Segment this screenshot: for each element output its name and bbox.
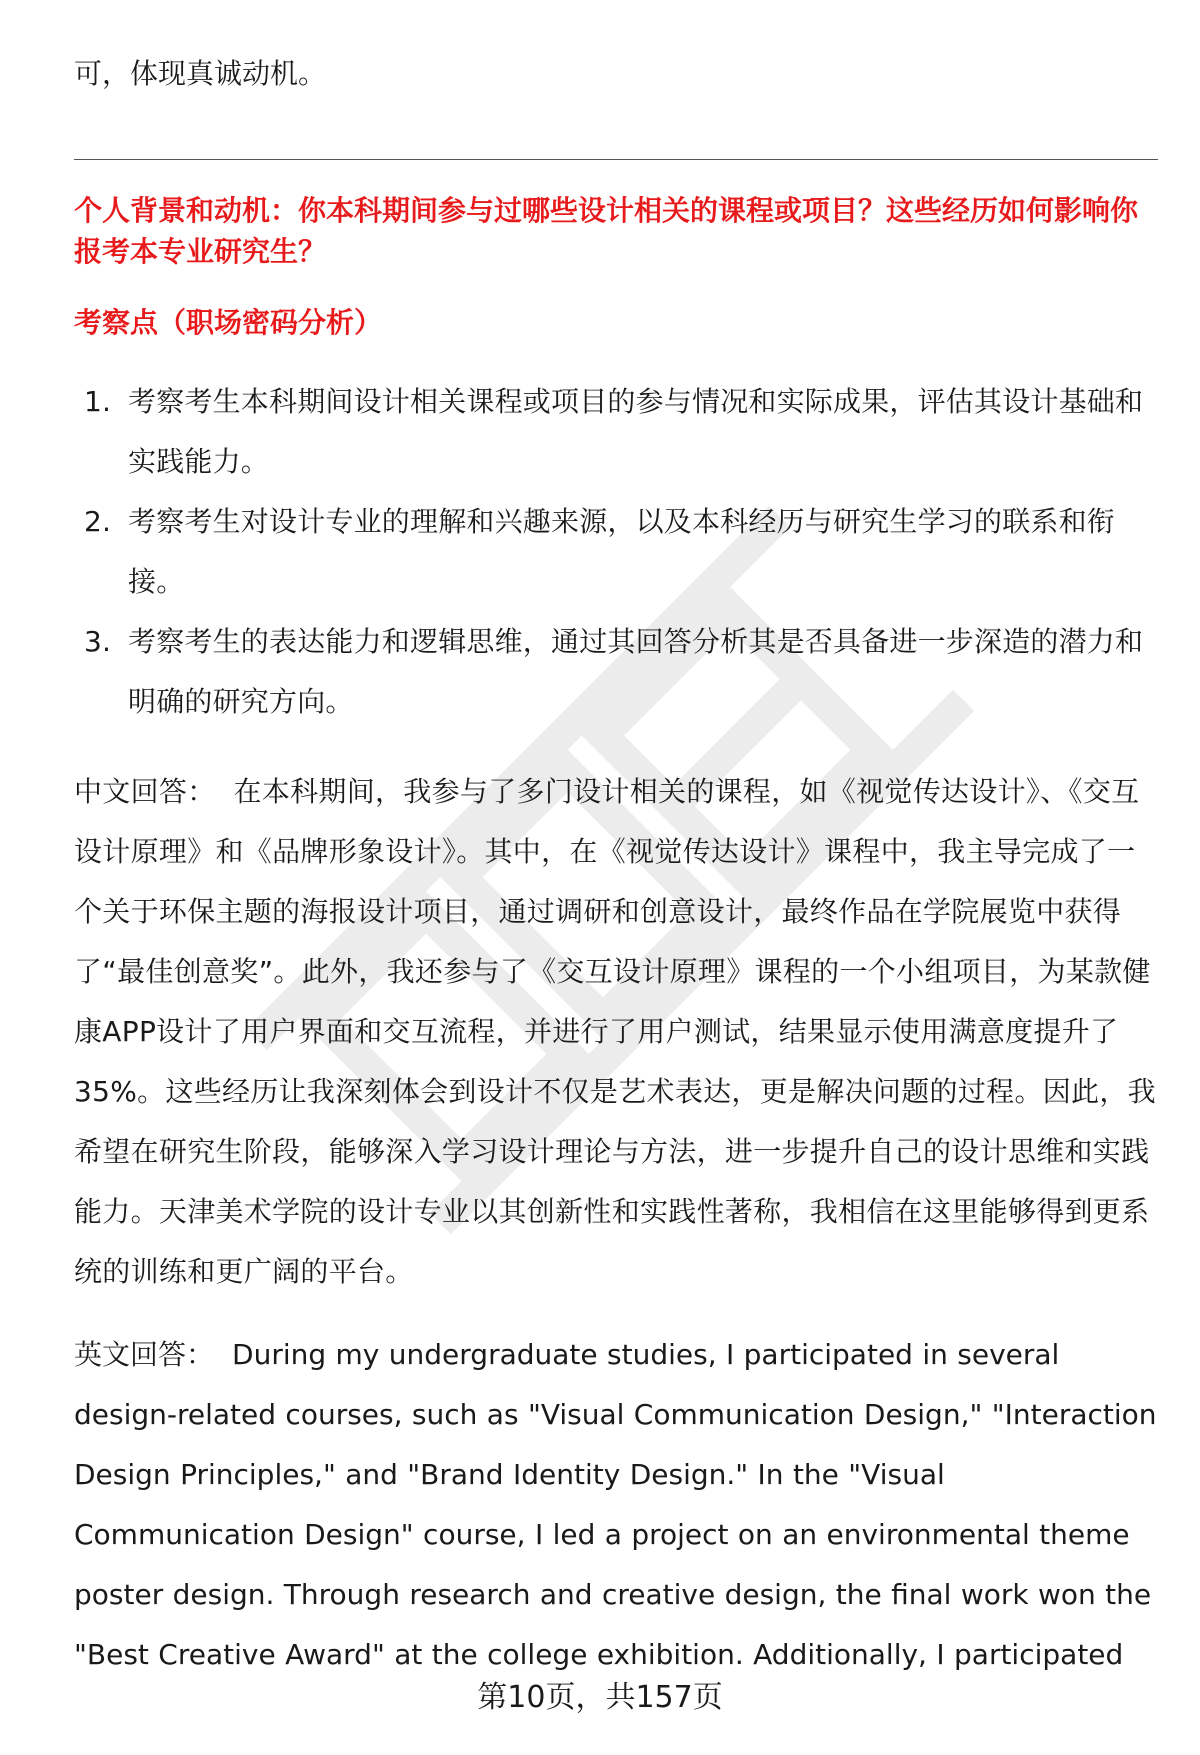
analysis-point-number: 3. [84, 625, 112, 658]
chinese-answer-label: 中文回答： [74, 775, 216, 808]
analysis-point-number: 1. [84, 385, 112, 418]
analysis-point [74, 372, 1158, 492]
section-divider [74, 159, 1158, 160]
english-answer-text: During my undergraduate studies, I participated in several design-related courses, such as "Visual Communication Design," "Interaction Design Principles," and "Brand Identity Design." In the "Visual Communication Design" course, I led a project on an environmental theme poster design. Through research and creative design, the final work won the "Best Creative Award" at the college exhibition. Additionally, I participated [74, 1338, 1157, 1671]
analysis-heading: 考察点（职场密码分析） [74, 306, 383, 339]
chinese-answer [74, 762, 1158, 1302]
analysis-point-number: 2. [84, 505, 112, 538]
analysis-point-text: 考察考生本科期间设计相关课程或项目的参与情况和实际成果，评估其设计基础和实践能力。 [128, 385, 1144, 478]
analysis-point [74, 612, 1158, 732]
analysis-point-text: 考察考生的表达能力和逻辑思维，通过其回答分析其是否具备进一步深造的潜力和明确的研究方向。 [128, 625, 1144, 718]
english-answer [74, 1325, 1158, 1685]
analysis-point [74, 492, 1158, 612]
page-indicator: 第10页，共157页 [477, 1680, 723, 1715]
analysis-point-text: 考察考生对设计专业的理解和兴趣来源，以及本科经历与研究生学习的联系和衔接。 [128, 505, 1116, 598]
continuation-text: 可，体现真诚动机。 [74, 57, 327, 90]
question-heading: 个人背景和动机：你本科期间参与过哪些设计相关的课程或项目？这些经历如何影响你报考本专业研究生？ [74, 194, 1139, 268]
chinese-answer-text: 在本科期间，我参与了多门设计相关的课程，如《视觉传达设计》、《交互设计原理》和《品牌形象设计》。其中，在《视觉传达设计》课程中，我主导完成了一个关于环保主题的海报设计项目，通过调研和创意设计，最终作品在学院展览中获得了“最佳创意奖”。此外，我还参与了《交互设计原理》课程的一个小组项目，为某款健康APP设计了用户界面和交互流程，并进行了用户测试，结果显示使用满意度提升了35%。这些经历让我深刻体会到设计不仅是艺术表达，更是解决问题的过程。因此，我希望在研究生阶段，能够深入学习设计理论与方法，进一步提升自己的设计思维和实践能力。天津美术学院的设计专业以其创新性和实践性著称，我相信在这里能够得到更系统的训练和更广阔的平台。 [74, 775, 1156, 1288]
analysis-points-list [74, 372, 1158, 732]
english-answer-label: 英文回答： [74, 1338, 215, 1371]
